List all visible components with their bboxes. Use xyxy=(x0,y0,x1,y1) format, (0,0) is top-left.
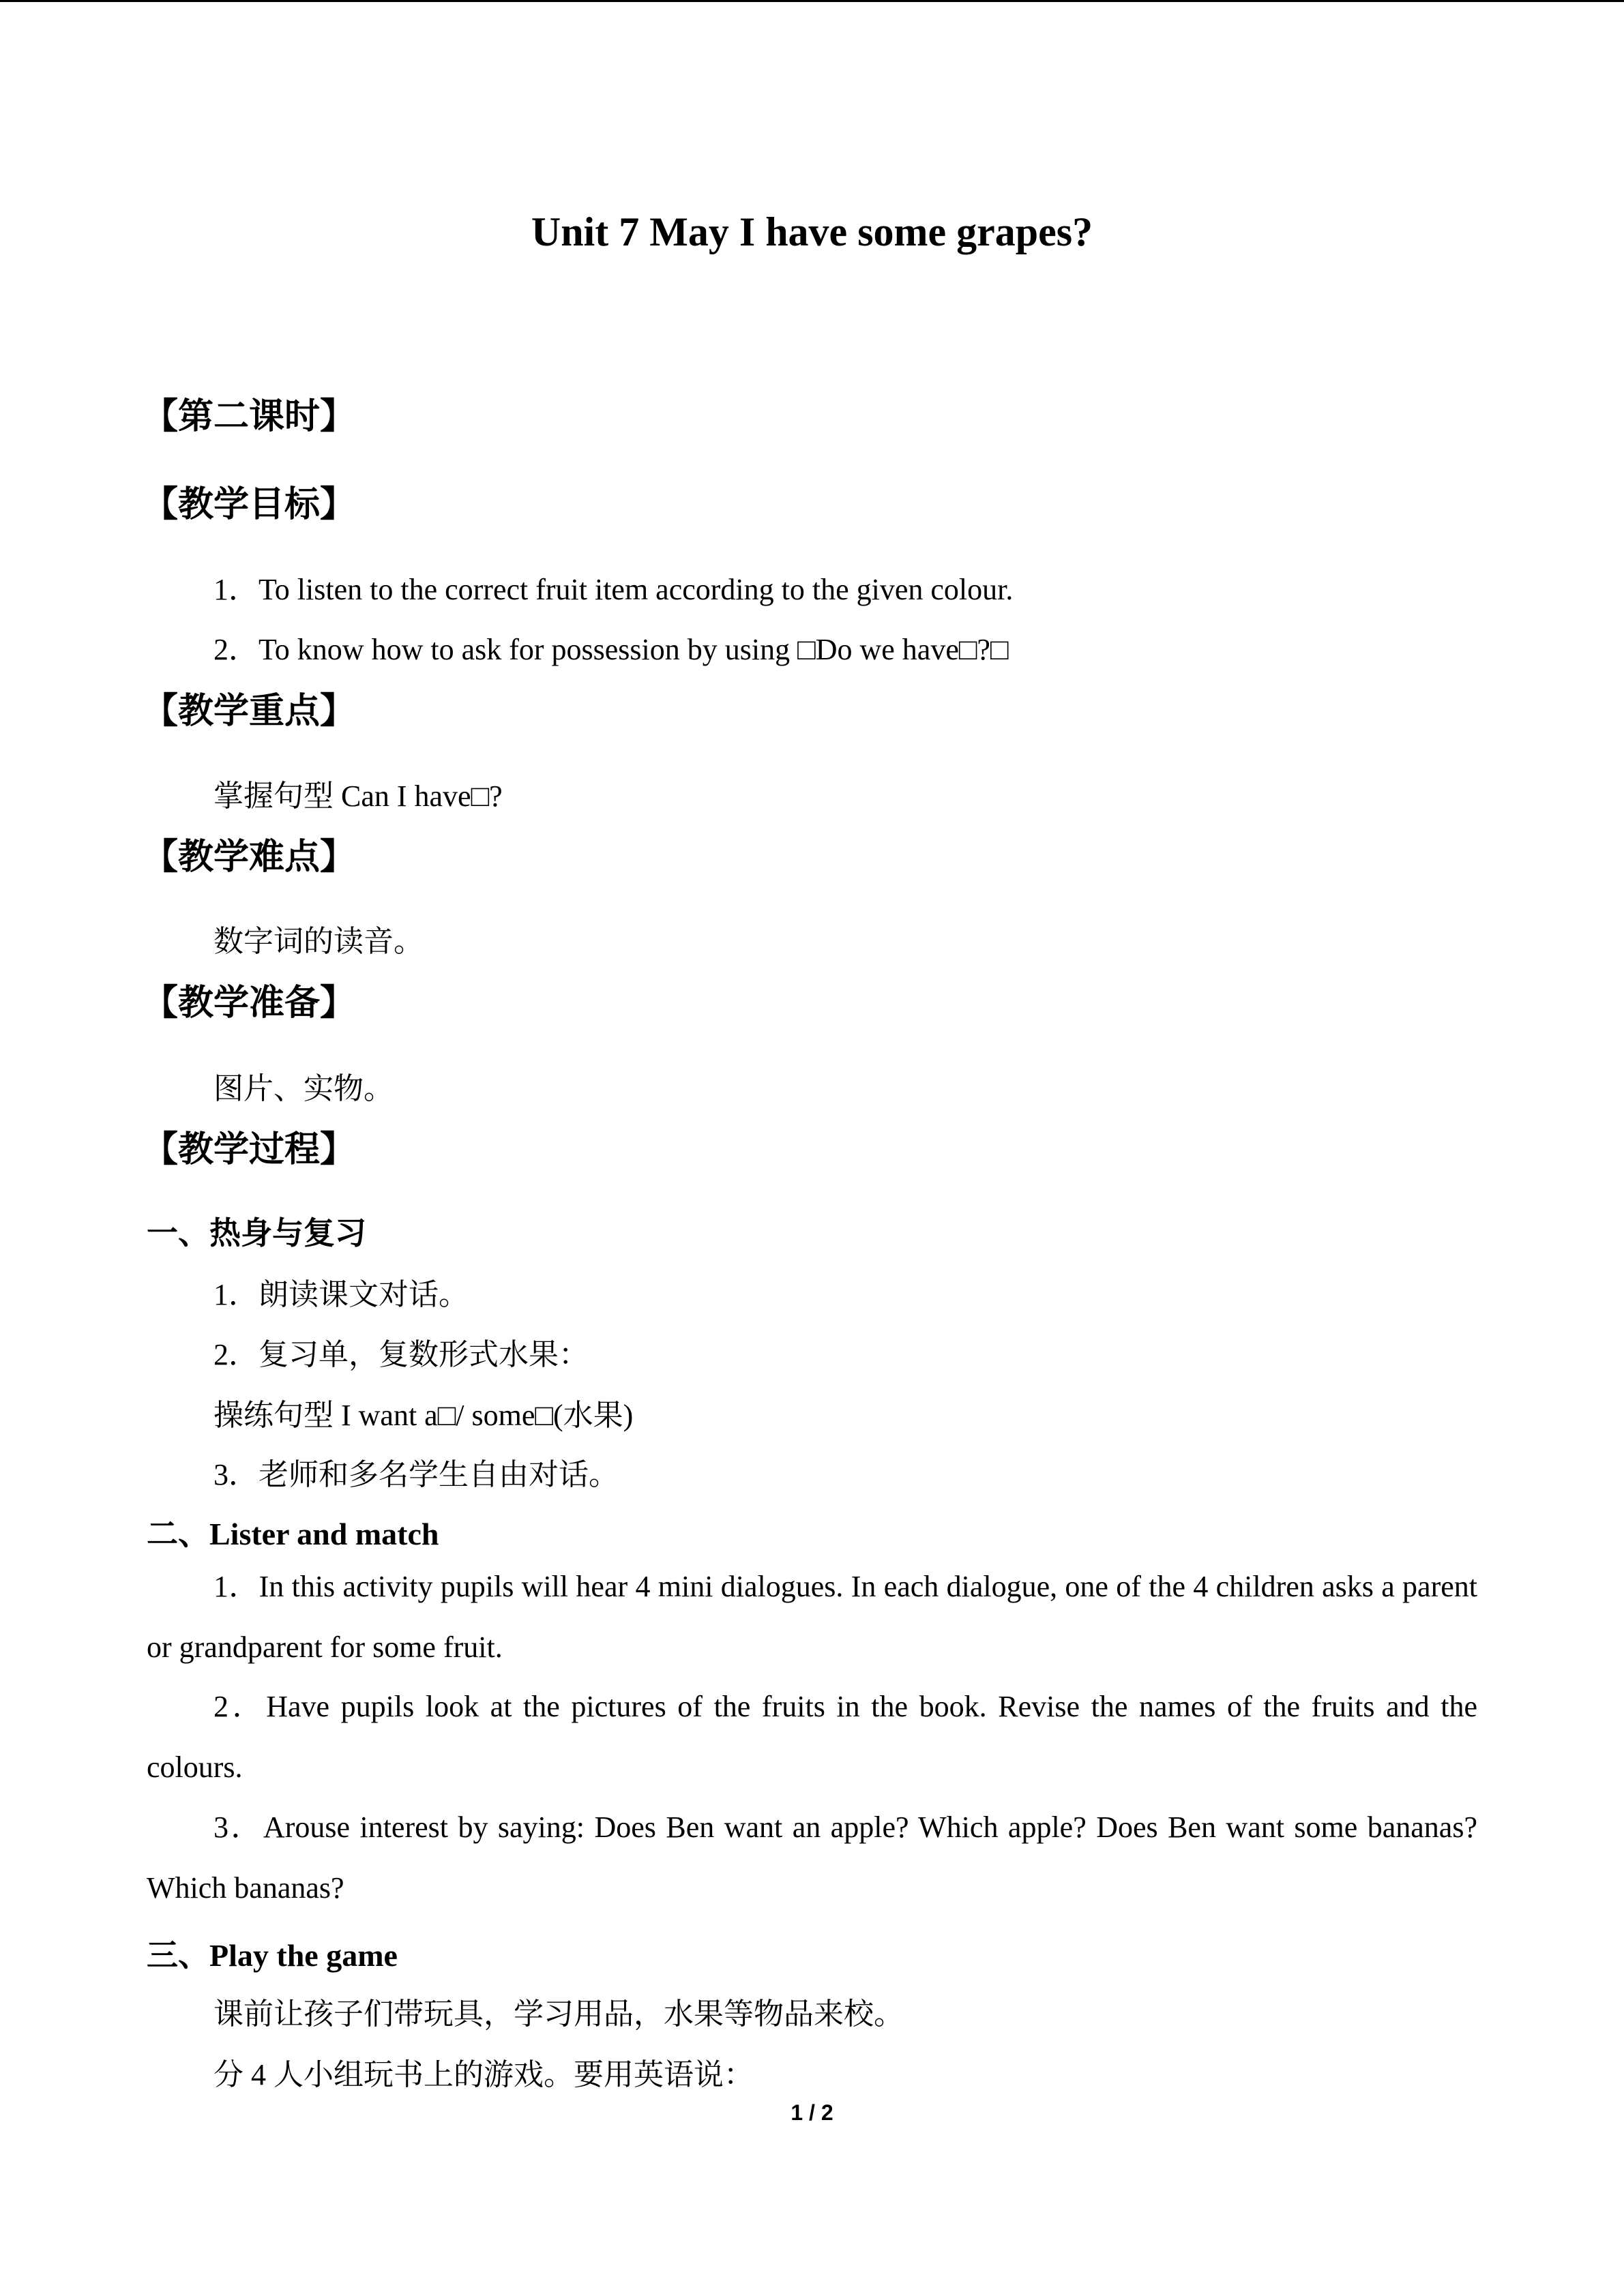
objective-item-1: 1．To listen to the correct fruit item according to the given colour. xyxy=(213,573,1014,606)
objectives-heading: 【教学目标】 xyxy=(143,486,356,524)
section-listen-title: 二、Lister and match xyxy=(147,1517,439,1551)
section-game-title: 三、Play the game xyxy=(147,1938,398,1973)
difficulties-text: 数字词的读音。 xyxy=(213,925,424,958)
document-title: Unit 7 May I have some grapes? xyxy=(531,209,1093,254)
preparation-text: 图片、实物。 xyxy=(213,1072,394,1105)
warmup-line-1: 1．朗读课文对话。 xyxy=(213,1278,469,1311)
objective-item-2: 2．To know how to ask for possession by using □Do we have□?□ xyxy=(213,633,1009,666)
section-warmup-title: 一、热身与复习 xyxy=(147,1216,366,1251)
warmup-line-4: 3．老师和多名学生自由对话。 xyxy=(213,1458,619,1491)
key-points-text: 掌握句型 Can I have□? xyxy=(213,779,503,813)
preparation-heading: 【教学准备】 xyxy=(143,984,356,1023)
game-line-2: 分 4 人小组玩书上的游戏。要用英语说： xyxy=(213,2058,754,2091)
difficulties-heading: 【教学难点】 xyxy=(143,838,356,877)
top-border-line xyxy=(0,0,1624,2)
page-number: 1 / 2 xyxy=(791,2100,833,2125)
listen-paragraph-3: 3．Arouse interest by saying: Does Ben want an apple? Which apple? Does Ben want some bananas? Which bananas? xyxy=(147,1810,1477,1905)
listen-paragraph-1: 1．In this activity pupils will hear 4 mini dialogues. In each dialogue, one of the 4 children asks a parent or grandparent for some fruit. xyxy=(147,1570,1477,1664)
warmup-line-3: 操练句型 I want a□/ some□(水果) xyxy=(213,1399,634,1432)
key-points-heading: 【教学重点】 xyxy=(143,692,356,731)
game-line-1: 课前让孩子们带玩具，学习用品，水果等物品来校。 xyxy=(213,1997,904,2031)
lesson-period-heading: 【第二课时】 xyxy=(143,398,356,436)
warmup-line-2: 2．复习单，复数形式水果： xyxy=(213,1338,589,1371)
process-heading: 【教学过程】 xyxy=(143,1131,356,1169)
listen-paragraph-2: 2．Have pupils look at the pictures of the fruits in the book. Revise the names of the fruits and the colours. xyxy=(147,1690,1477,1784)
